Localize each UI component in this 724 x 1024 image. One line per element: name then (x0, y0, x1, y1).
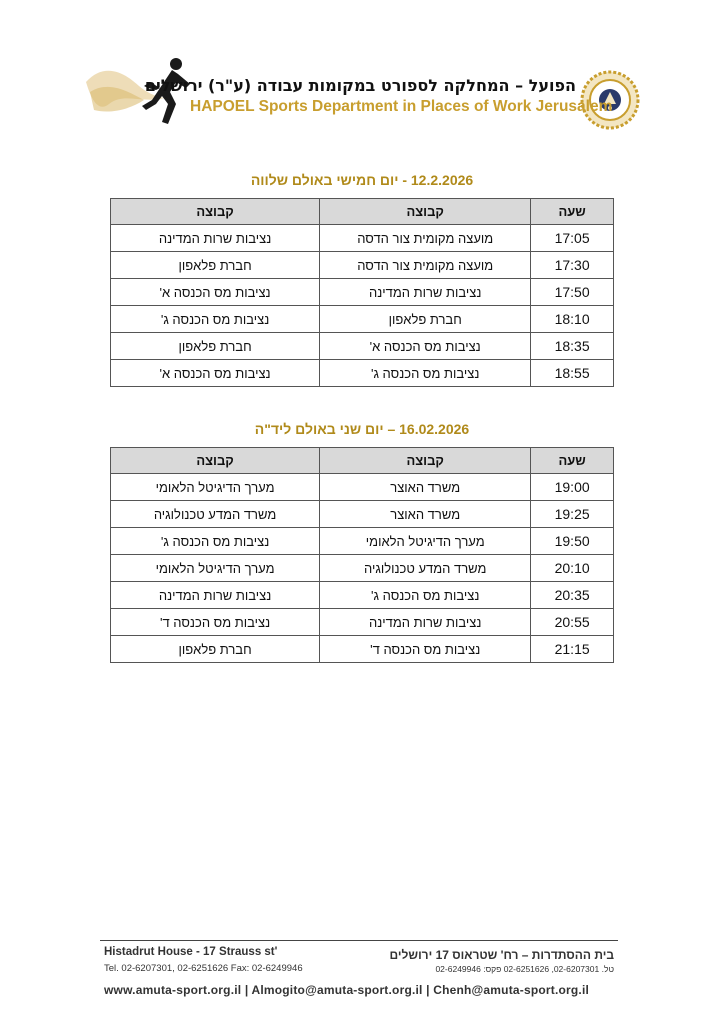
org-name-hebrew: הפועל – המחלקה לספורט במקומות עבודה (ע"ר) ירושלים (144, 76, 576, 95)
cell-time: 17:50 (531, 279, 614, 306)
cell-team-a: נציבות מס הכנסה ג' (320, 582, 531, 609)
header-time: שעה (531, 199, 614, 225)
footer-contact-links[interactable]: www.amuta-sport.org.il | Almogito@amuta-sport.org.il | Chenh@amuta-sport.org.il (104, 983, 590, 997)
cell-time: 18:10 (531, 306, 614, 333)
cell-time: 18:35 (531, 333, 614, 360)
table-row (111, 609, 614, 636)
cell-team-b: נציבות מס הכנסה א' (111, 360, 320, 387)
table-row (111, 306, 614, 333)
header-team-a: קבוצה (320, 448, 531, 474)
cell-time: 17:30 (531, 252, 614, 279)
cell-team-b: משרד המדע טכנולוגיה (111, 501, 320, 528)
footer-divider (100, 940, 618, 941)
cell-team-b: נציבות מס הכנסה ג' (111, 528, 320, 555)
cell-team-a: נציבות מס הכנסה ג' (320, 360, 531, 387)
cell-team-a: חברת פלאפון (320, 306, 531, 333)
header-team-b: קבוצה (111, 199, 320, 225)
table-row (111, 501, 614, 528)
cell-team-a: נציבות מס הכנסה א' (320, 333, 531, 360)
schedule-table (110, 447, 614, 663)
cell-team-b: נציבות מס הכנסה ג' (111, 306, 320, 333)
table-row (111, 555, 614, 582)
table-row (111, 528, 614, 555)
header-team-b: קבוצה (111, 448, 320, 474)
schedule-table (110, 198, 614, 387)
cell-team-a: משרד האוצר (320, 501, 531, 528)
cell-time: 20:35 (531, 582, 614, 609)
cell-time: 21:15 (531, 636, 614, 663)
cell-team-b: נציבות שרות המדינה (111, 225, 320, 252)
section-title: 12.2.2026 - יום חמישי באולם שלווה (250, 172, 474, 188)
cell-time: 20:10 (531, 555, 614, 582)
cell-team-a: מועצה מקומית צור הדסה (320, 252, 531, 279)
cell-team-a: נציבות שרות המדינה (320, 279, 531, 306)
table-row (111, 582, 614, 609)
cell-time: 19:00 (531, 474, 614, 501)
footer-address-english: Histadrut House - 17 Strauss st' (104, 946, 278, 958)
cell-time: 19:25 (531, 501, 614, 528)
cell-time: 19:50 (531, 528, 614, 555)
cell-team-b: מערך הדיגיטל הלאומי (111, 555, 320, 582)
header-team-a: קבוצה (320, 199, 531, 225)
cell-team-b: נציבות שרות המדינה (111, 582, 320, 609)
cell-team-a: משרד האוצר (320, 474, 531, 501)
cell-time: 20:55 (531, 609, 614, 636)
table-row (111, 252, 614, 279)
footer-address-hebrew: בית ההסתדרות – רח' שטראוס 17 ירושלים (389, 948, 614, 962)
cell-team-a: מועצה מקומית צור הדסה (320, 225, 531, 252)
cell-team-b: חברת פלאפון (111, 333, 320, 360)
cell-time: 17:05 (531, 225, 614, 252)
table-row (111, 225, 614, 252)
section-title: 16.02.2026 – יום שני באולם ליד"ה (254, 421, 470, 437)
footer-phone-english: Tel. 02-6207301, 02-6251626 Fax: 02-6249946 (104, 963, 303, 974)
header-time: שעה (531, 448, 614, 474)
table-header-row (111, 448, 614, 474)
table-header-row (111, 199, 614, 225)
table-row (111, 360, 614, 387)
table-row (111, 333, 614, 360)
cell-team-b: נציבות מס הכנסה א' (111, 279, 320, 306)
table-row (111, 474, 614, 501)
page-header (0, 0, 724, 150)
cell-time: 18:55 (531, 360, 614, 387)
cell-team-a: מערך הדיגיטל הלאומי (320, 528, 531, 555)
table-row (111, 636, 614, 663)
cell-team-a: נציבות שרות המדינה (320, 609, 531, 636)
cell-team-a: משרד המדע טכנולוגיה (320, 555, 531, 582)
cell-team-b: מערך הדיגיטל הלאומי (111, 474, 320, 501)
org-name-english: HAPOEL Sports Department in Places of Work Jerusalem (190, 98, 613, 115)
cell-team-b: חברת פלאפון (111, 636, 320, 663)
cell-team-b: נציבות מס הכנסה ד' (111, 609, 320, 636)
cell-team-a: נציבות מס הכנסה ד' (320, 636, 531, 663)
cell-team-b: חברת פלאפון (111, 252, 320, 279)
footer-phone-hebrew: טל. 02-6207301, 02-6251626 פקס: 02-6249946 (435, 964, 614, 974)
table-row (111, 279, 614, 306)
